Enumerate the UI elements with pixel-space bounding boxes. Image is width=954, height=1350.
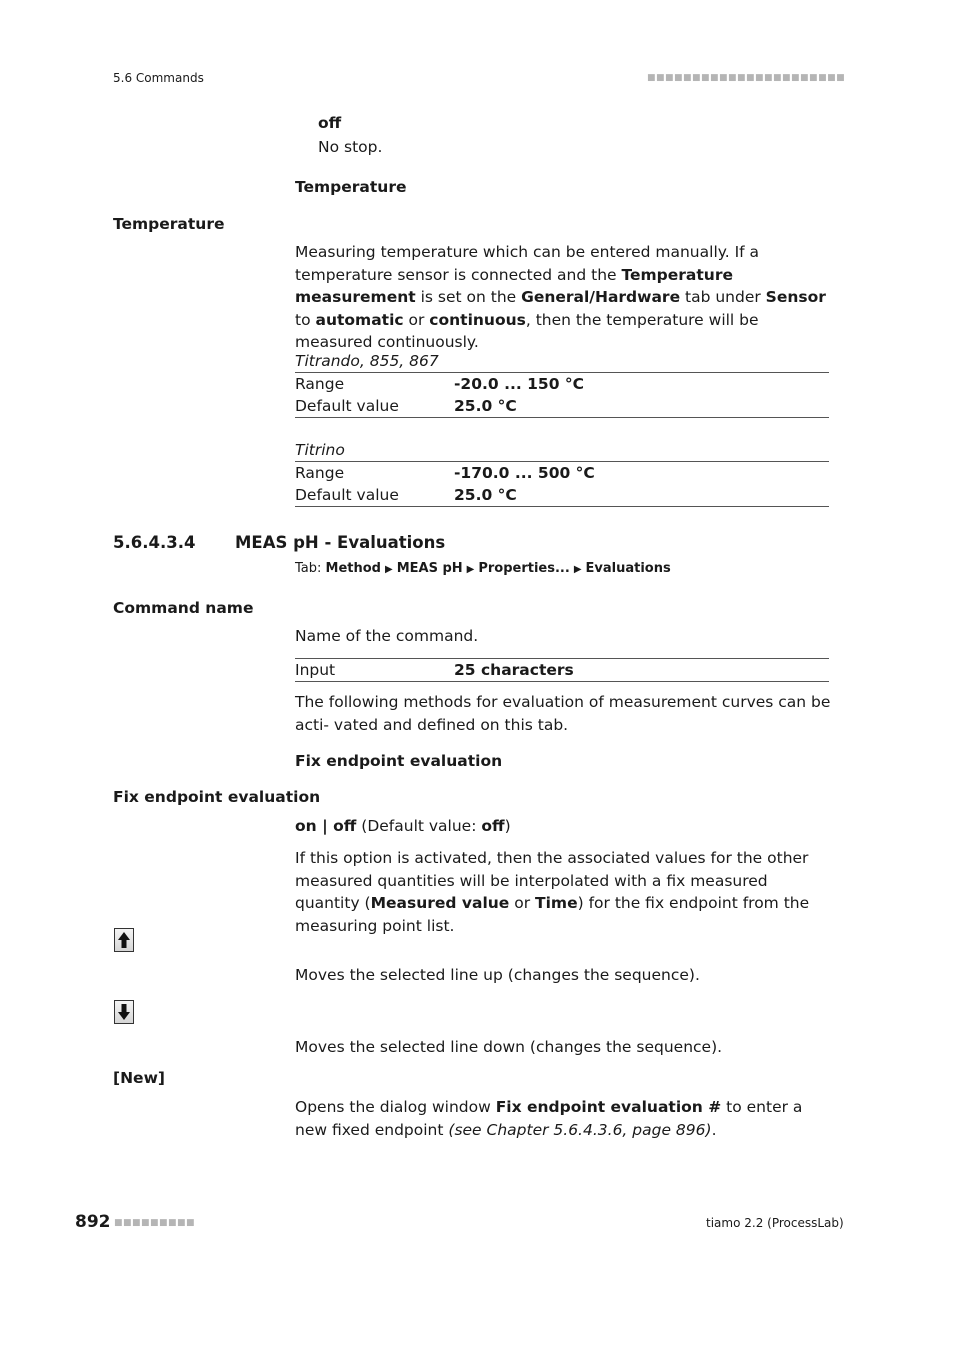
new-button-description: Opens the dialog window Fix endpoint evaluation # to enter a new fixed endpoint (see Chapter 5.6.4.3.6, page 896). — [295, 1098, 803, 1139]
arrow-up-icon — [117, 931, 131, 949]
stop-option-value: off — [318, 114, 342, 132]
footer-dots: ■■■■■■■■■ — [114, 1218, 196, 1228]
chapter-link[interactable]: (see Chapter 5.6.4.3.6, page 896) — [448, 1120, 712, 1139]
table-row: Range -170.0 ... 500 °C — [295, 464, 595, 482]
section-number: 5.6.4.3.4 — [113, 533, 196, 552]
breadcrumb-separator-icon: ▶ — [466, 564, 475, 575]
breadcrumb: Tab: Method ▶ MEAS pH ▶ Properties... ▶ Evaluations — [295, 561, 671, 576]
breadcrumb-separator-icon: ▶ — [573, 564, 582, 575]
fix-endpoint-description: If this option is activated, then the associated values for the other measured quantities will be interpolated with a fix measured quantity (Measured value or Time) for the fix endpoint from the measuring point list. — [295, 849, 810, 935]
methods-description: The following methods for evaluation of measurement curves can be acti- vated and defined on this tab. — [295, 693, 831, 734]
page-number: 892 — [75, 1212, 111, 1232]
move-up-button[interactable] — [114, 928, 134, 952]
move-down-desc: Moves the selected line down (changes the sequence). — [295, 1038, 723, 1056]
command-name-desc: Name of the command. — [295, 627, 479, 645]
breadcrumb-item: Method — [325, 561, 381, 576]
breadcrumb-separator-icon: ▶ — [385, 564, 393, 575]
titrino-table-caption: Titrino — [295, 441, 345, 459]
table-row: Range -20.0 ... 150 °C — [295, 375, 585, 393]
breadcrumb-item: MEAS pH — [396, 561, 463, 576]
new-button-label: [New] — [113, 1069, 165, 1087]
table-row: Default value 25.0 °C — [295, 486, 517, 504]
running-header-section: 5.6 Commands — [113, 71, 204, 85]
section-title: MEAS pH - Evaluations — [235, 533, 446, 552]
temperature-heading: Temperature — [295, 178, 407, 196]
running-header-dots: ■■■■■■■■■■■■■■■■■■■■■■ — [647, 73, 846, 83]
breadcrumb-item: Evaluations — [585, 561, 671, 576]
temperature-description: Measuring temperature which can be entered manually. If a temperature sensor is connected and the Temperature measurement is set on the General/Hardware tab under Sensor to automatic or continuous, then the temperature will be measured continuously. — [295, 243, 826, 351]
titrino-table — [295, 439, 829, 507]
titrando-table-caption: Titrando, 855, 867 — [295, 352, 439, 370]
command-name-table — [295, 658, 829, 682]
command-name-label: Command name — [113, 599, 254, 617]
move-down-button[interactable] — [114, 1000, 134, 1024]
fix-endpoint-options: on | off (Default value: off) — [295, 817, 511, 835]
table-row: Default value 25.0 °C — [295, 397, 517, 415]
breadcrumb-item: Properties... — [478, 561, 570, 576]
fix-endpoint-label: Fix endpoint evaluation — [113, 788, 321, 806]
stop-option-desc: No stop. — [318, 138, 383, 156]
move-up-desc: Moves the selected line up (changes the sequence). — [295, 966, 700, 984]
fix-endpoint-heading: Fix endpoint evaluation — [295, 752, 503, 770]
titrando-table — [295, 350, 829, 418]
temperature-label: Temperature — [113, 215, 225, 233]
footer-product: tiamo 2.2 (ProcessLab) — [706, 1216, 844, 1230]
table-row: Input 25 characters — [295, 661, 574, 679]
arrow-down-icon — [117, 1003, 131, 1021]
